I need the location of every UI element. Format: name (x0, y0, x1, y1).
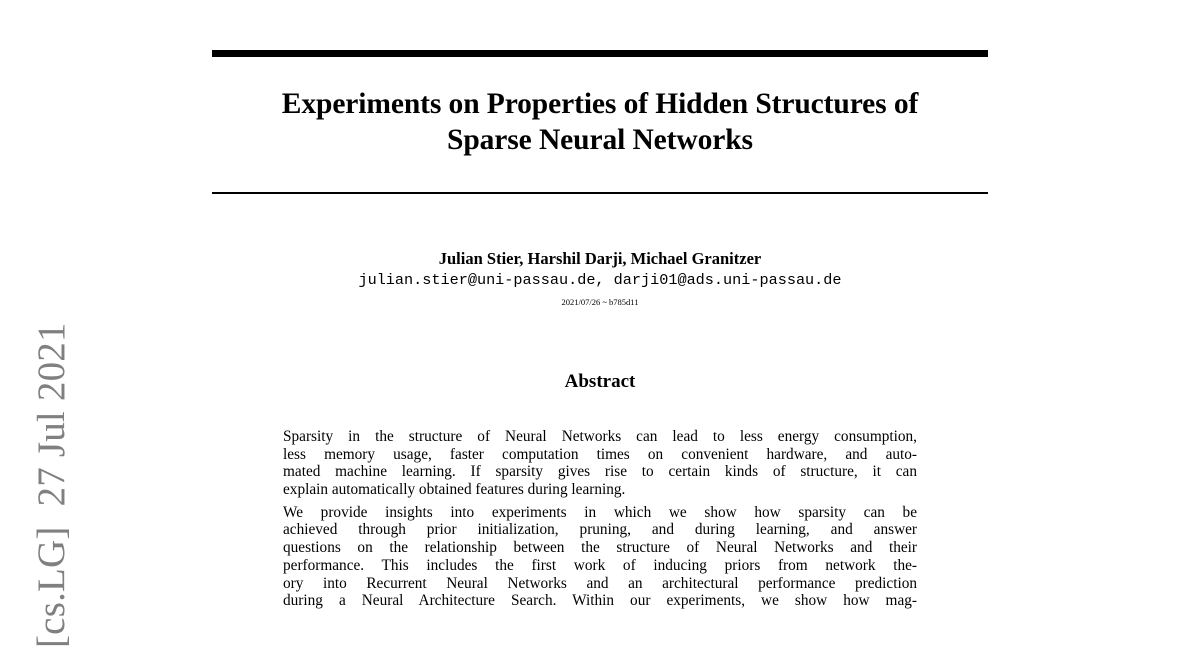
author-emails: julian.stier@uni-passau.de, darji01@ads.uni-passau.de (358, 271, 842, 289)
abstract-line: We provide insights into experiments in which we show how sparsity can be (283, 503, 917, 521)
paper-title (212, 86, 988, 158)
abstract-line: performance. This includes the first work of inducing priors from network the- (283, 556, 917, 574)
paper-title-line: Experiments on Properties of Hidden Structures of (281, 88, 919, 120)
abstract-line: questions on the relationship between the structure of Neural Networks and their (283, 539, 917, 557)
abstract-paragraph (283, 504, 917, 610)
abstract-paragraph (283, 428, 917, 499)
version-stamp: 2021/07/26 ~ b785d11 (561, 297, 639, 307)
title-top-rule (212, 50, 988, 57)
arxiv-identifier-stamp: [cs.LG] 27 Jul 2021 (30, 322, 73, 648)
abstract-line: achieved through prior initialization, pruning, and during learning, and answer (283, 521, 917, 539)
abstract-line: mated machine learning. If sparsity gives rise to certain kinds of structure, it can (283, 463, 917, 481)
abstract-line: during a Neural Architecture Search. Within our experiments, we show how mag- (283, 592, 917, 610)
abstract-line: ory into Recurrent Neural Networks and an architectural performance prediction (283, 574, 917, 592)
paper-title-line: Sparse Neural Networks (447, 124, 753, 156)
abstract-line: less memory usage, faster computation times on convenient hardware, and auto- (283, 445, 917, 463)
abstract-heading: Abstract (564, 371, 636, 392)
abstract-body (283, 428, 917, 615)
title-bottom-rule (212, 192, 988, 194)
author-list: Julian Stier, Harshil Darji, Michael Granitzer (438, 249, 762, 268)
abstract-line: Sparsity in the structure of Neural Networks can lead to less energy consumption, (283, 428, 917, 445)
abstract-line: explain automatically obtained features during learning. (283, 481, 626, 499)
